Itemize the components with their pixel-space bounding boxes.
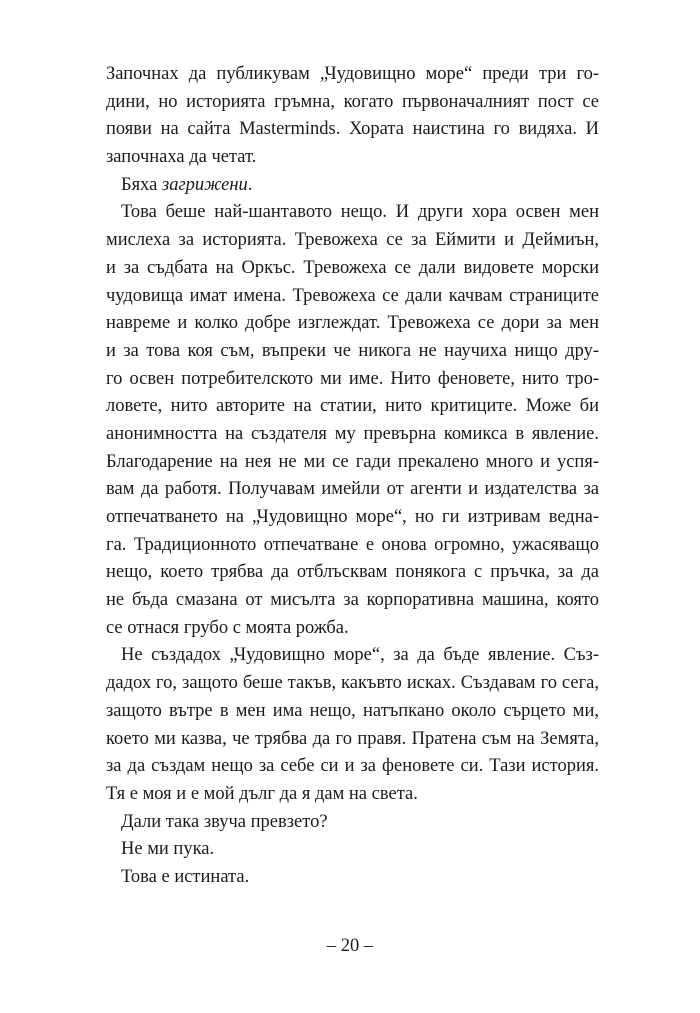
text-line: се отнася грубо с моята рожба. — [106, 617, 349, 638]
text-line: и за съдбата на Оркъс. Тревожеха се дали видовете морски — [106, 257, 599, 278]
text-line-with-italic — [106, 172, 599, 200]
text-line: което ми казва, че трябва да го правя. Пратена съм на Земята, — [106, 728, 599, 749]
text-line: чудовища имат имена. Тревожеха се дали качвам страниците — [106, 285, 599, 306]
text-line: вам да работя. Получавам имейли от агенти и издателства за — [106, 479, 599, 500]
text-line: Не създадох „Чудовищно море“, за да бъде явление. Съз- — [121, 645, 599, 666]
text-line: и за това коя съм, въпреки че никога не научиха нищо дру- — [106, 340, 599, 361]
text-line: появи на сайта Masterminds. Хората наистина го видяха. И — [106, 119, 599, 140]
text-line: ловете, нито авторите на статии, нито критиците. Може би — [106, 396, 599, 417]
text-line: Това беше най-шантавото нещо. И други хора освен мен — [121, 202, 599, 223]
text-segment: Бяха — [121, 174, 162, 195]
text-line: Тя е моя и е мой дълг да я дам на света. — [106, 783, 418, 804]
text-line: започнаха да четат. — [106, 147, 257, 168]
text-line: нещо, което трябва да отблъсквам понякога с пръчка, за да — [106, 562, 599, 583]
body-text — [106, 61, 599, 892]
text-line: дадох го, защото беше такъв, какъвто исках. Създавам го сега, — [106, 673, 599, 694]
text-line: Дали така звуча превзето? — [121, 811, 328, 832]
text-line: отпечатването на „Чудовищно море“, но ги изтривам ведна- — [106, 507, 599, 527]
text-line: Започнах да публикувам „Чудовищно море“ преди три го- — [106, 64, 599, 84]
text-line: за да създам нещо за себе си и за феновете си. Тази история. — [106, 756, 599, 777]
italic-word: загрижени — [161, 174, 248, 195]
text-line: Благодарение на нея не ми се гади прекалено много и успя- — [106, 451, 599, 472]
text-line: Това е истината. — [121, 866, 250, 887]
text-line: го освен потребителското ми име. Нито феновете, нито тро- — [106, 368, 599, 389]
text-line: Не ми пука. — [121, 839, 215, 860]
text-line: защото вътре в мен има нещо, натъпкано около сърцето ми, — [106, 700, 599, 721]
text-segment: . — [247, 174, 253, 195]
text-line: га. Традиционното отпечатване е онова огромно, ужасяващо — [106, 534, 599, 555]
page-number: – 20 – — [326, 936, 374, 956]
text-line: дини, но историята гръмна, когато първоначалният пост се — [106, 91, 599, 112]
text-line: анонимността на създателя му превърна комикса в явление. — [106, 423, 599, 444]
text-line: мислеха за историята. Тревожеха се за Еймити и Деймиън, — [106, 230, 599, 251]
text-line: не бъда смазана от мисълта за корпоративна машина, която — [106, 590, 599, 611]
text-line: навреме и колко добре изглеждат. Тревожеха се дори за мен — [106, 313, 599, 334]
